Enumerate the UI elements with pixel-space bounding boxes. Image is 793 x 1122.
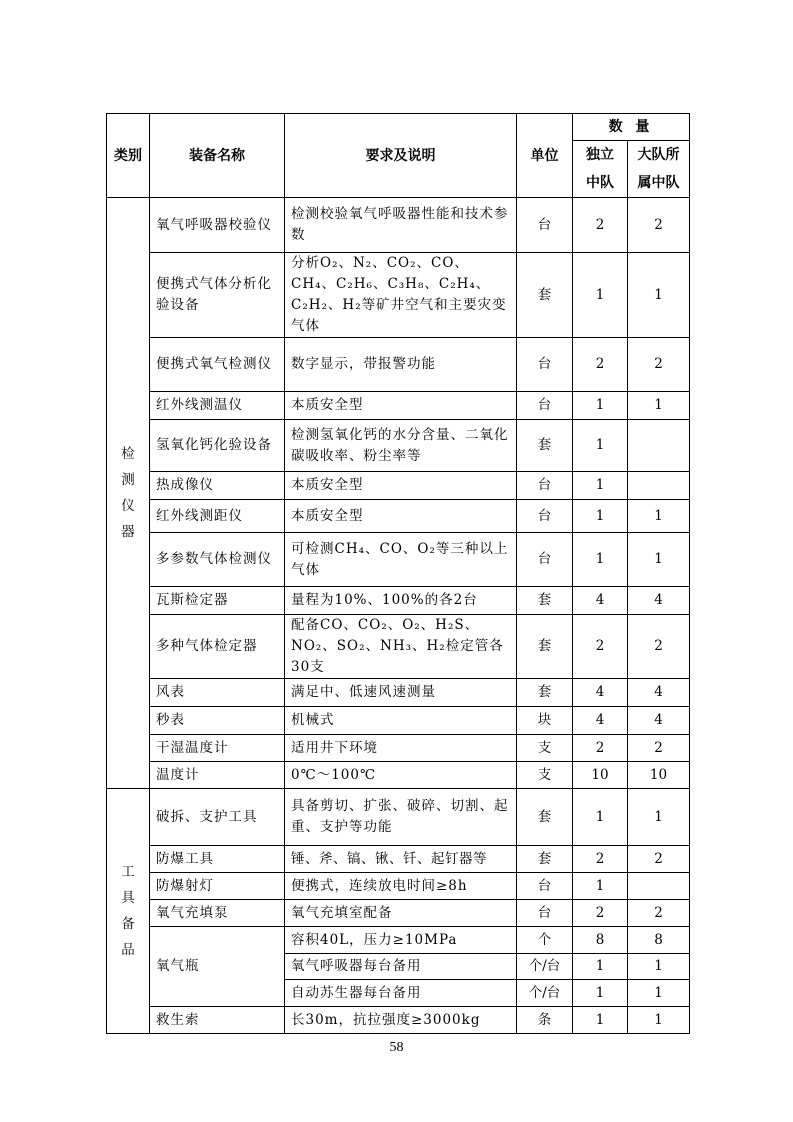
item-q1: 1 <box>573 1007 628 1034</box>
item-name: 便携式氧气检测仪 <box>150 338 285 392</box>
header-unit: 单位 <box>517 114 573 198</box>
item-name: 秒表 <box>150 707 285 735</box>
item-q2 <box>628 420 690 472</box>
item-q1: 1 <box>573 420 628 472</box>
item-desc: 数字显示，带报警功能 <box>285 338 517 392</box>
item-q2: 2 <box>628 900 690 927</box>
item-name: 多种气体检定器 <box>150 615 285 679</box>
table-row <box>107 587 690 615</box>
table-row <box>107 338 690 392</box>
item-unit: 套 <box>517 789 573 846</box>
item-q1: 1 <box>573 472 628 500</box>
table-row <box>107 198 690 253</box>
header-name: 装备名称 <box>150 114 285 198</box>
item-q2: 8 <box>628 927 690 954</box>
item-name: 风表 <box>150 679 285 707</box>
item-desc: 配备CO、CO₂、O₂、H₂S、NO₂、SO₂、NH₃、H₂检定管各30支 <box>285 615 517 679</box>
item-name: 红外线测距仪 <box>150 500 285 533</box>
item-q1: 2 <box>573 846 628 873</box>
item-name: 防爆射灯 <box>150 873 285 900</box>
item-q1: 1 <box>573 500 628 533</box>
table-row <box>107 615 690 679</box>
category-instruments: 检 测 仪 器 <box>107 198 150 789</box>
item-name: 破拆、支护工具 <box>150 789 285 846</box>
item-q2: 4 <box>628 587 690 615</box>
item-unit: 个 <box>517 927 573 954</box>
item-desc: 可检测CH₄、CO、O₂等三种以上气体 <box>285 533 517 587</box>
item-desc: 具备剪切、扩张、破碎、切割、起重、支护等功能 <box>285 789 517 846</box>
header-col2: 大队所属中队 <box>628 141 690 198</box>
header-col1: 独立中队 <box>573 141 628 198</box>
item-q1: 2 <box>573 615 628 679</box>
item-q1: 2 <box>573 198 628 253</box>
item-q1: 2 <box>573 900 628 927</box>
category-tools: 工 具 备 品 <box>107 789 150 1034</box>
table-row <box>107 533 690 587</box>
table-row <box>107 253 690 338</box>
table-row <box>107 392 690 420</box>
item-unit: 套 <box>517 587 573 615</box>
item-desc: 便携式，连续放电时间≥8h <box>285 873 517 900</box>
item-q2: 1 <box>628 789 690 846</box>
item-q1: 1 <box>573 954 628 980</box>
item-q1: 1 <box>573 873 628 900</box>
item-name: 干湿温度计 <box>150 735 285 762</box>
item-q2: 1 <box>628 954 690 980</box>
item-q2: 1 <box>628 500 690 533</box>
item-unit: 台 <box>517 900 573 927</box>
item-unit: 台 <box>517 472 573 500</box>
item-name: 便携式气体分析化验设备 <box>150 253 285 338</box>
table-row <box>107 927 690 954</box>
item-q1: 1 <box>573 789 628 846</box>
item-q2: 1 <box>628 980 690 1007</box>
item-q2: 4 <box>628 707 690 735</box>
item-unit: 支 <box>517 735 573 762</box>
table-row <box>107 735 690 762</box>
item-unit: 个/台 <box>517 954 573 980</box>
table-row <box>107 762 690 789</box>
item-q2: 2 <box>628 735 690 762</box>
item-q2: 4 <box>628 679 690 707</box>
item-desc: 氧气充填室配备 <box>285 900 517 927</box>
item-desc: 锤、斧、镐、锹、钎、起钉器等 <box>285 846 517 873</box>
item-name: 氧气充填泵 <box>150 900 285 927</box>
item-desc: 本质安全型 <box>285 500 517 533</box>
item-q1: 4 <box>573 587 628 615</box>
item-q1: 1 <box>573 533 628 587</box>
item-desc: 满足中、低速风速测量 <box>285 679 517 707</box>
item-unit: 条 <box>517 1007 573 1034</box>
item-name: 防爆工具 <box>150 846 285 873</box>
item-q2: 1 <box>628 1007 690 1034</box>
item-unit: 套 <box>517 679 573 707</box>
item-name: 氧气瓶 <box>150 927 285 1007</box>
table-row <box>107 900 690 927</box>
item-name: 瓦斯检定器 <box>150 587 285 615</box>
item-q1: 4 <box>573 707 628 735</box>
item-name: 多参数气体检测仪 <box>150 533 285 587</box>
item-desc: 自动苏生器每台备用 <box>285 980 517 1007</box>
header-category: 类别 <box>107 114 150 198</box>
item-unit: 支 <box>517 762 573 789</box>
item-q1: 1 <box>573 392 628 420</box>
item-name: 热成像仪 <box>150 472 285 500</box>
item-name: 红外线测温仪 <box>150 392 285 420</box>
item-desc: 适用井下环境 <box>285 735 517 762</box>
item-name: 救生索 <box>150 1007 285 1034</box>
item-unit: 个/台 <box>517 980 573 1007</box>
header-quantity: 数 量 <box>573 114 690 141</box>
item-q2: 2 <box>628 846 690 873</box>
item-q2: 1 <box>628 533 690 587</box>
table-row <box>107 500 690 533</box>
table-row <box>107 846 690 873</box>
item-q1: 4 <box>573 679 628 707</box>
table-row <box>107 1007 690 1034</box>
item-q1: 2 <box>573 338 628 392</box>
table-row <box>107 873 690 900</box>
item-desc: 0℃～100℃ <box>285 762 517 789</box>
item-unit: 台 <box>517 338 573 392</box>
item-desc: 氧气呼吸器每台备用 <box>285 954 517 980</box>
item-q2 <box>628 472 690 500</box>
item-unit: 台 <box>517 500 573 533</box>
item-q2: 2 <box>628 338 690 392</box>
item-unit: 台 <box>517 392 573 420</box>
item-unit: 套 <box>517 253 573 338</box>
table-row <box>107 679 690 707</box>
item-unit: 台 <box>517 533 573 587</box>
table-row <box>107 420 690 472</box>
item-name: 氧气呼吸器校验仪 <box>150 198 285 253</box>
item-name: 温度计 <box>150 762 285 789</box>
item-desc: 容积40L，压力≥10MPa <box>285 927 517 954</box>
item-unit: 套 <box>517 846 573 873</box>
item-q1: 2 <box>573 735 628 762</box>
item-q1: 8 <box>573 927 628 954</box>
table-row <box>107 789 690 846</box>
item-unit: 台 <box>517 198 573 253</box>
item-desc: 机械式 <box>285 707 517 735</box>
item-unit: 套 <box>517 420 573 472</box>
item-desc: 本质安全型 <box>285 392 517 420</box>
page-number: 58 <box>389 1040 404 1055</box>
item-unit: 块 <box>517 707 573 735</box>
table-row <box>107 472 690 500</box>
item-name: 氢氧化钙化验设备 <box>150 420 285 472</box>
item-q2: 2 <box>628 615 690 679</box>
item-desc: 本质安全型 <box>285 472 517 500</box>
item-desc: 分析O₂、N₂、CO₂、CO、CH₄、C₂H₆、C₃H₈、C₂H₄、C₂H₂、H₂等矿井空气和主要灾变气体 <box>285 253 517 338</box>
item-q1: 1 <box>573 253 628 338</box>
header-desc: 要求及说明 <box>285 114 517 198</box>
item-desc: 长30m，抗拉强度≥3000kg <box>285 1007 517 1034</box>
item-q2 <box>628 873 690 900</box>
item-q2: 1 <box>628 392 690 420</box>
item-q2: 10 <box>628 762 690 789</box>
equipment-table <box>106 113 690 1034</box>
item-desc: 检测氢氧化钙的水分含量、二氧化碳吸收率、粉尘率等 <box>285 420 517 472</box>
item-q1: 1 <box>573 980 628 1007</box>
item-desc: 量程为10%、100%的各2台 <box>285 587 517 615</box>
item-q2: 2 <box>628 198 690 253</box>
item-q2: 1 <box>628 253 690 338</box>
item-unit: 台 <box>517 873 573 900</box>
item-desc: 检测校验氧气呼吸器性能和技术参数 <box>285 198 517 253</box>
item-q1: 10 <box>573 762 628 789</box>
item-unit: 套 <box>517 615 573 679</box>
table-row <box>107 707 690 735</box>
